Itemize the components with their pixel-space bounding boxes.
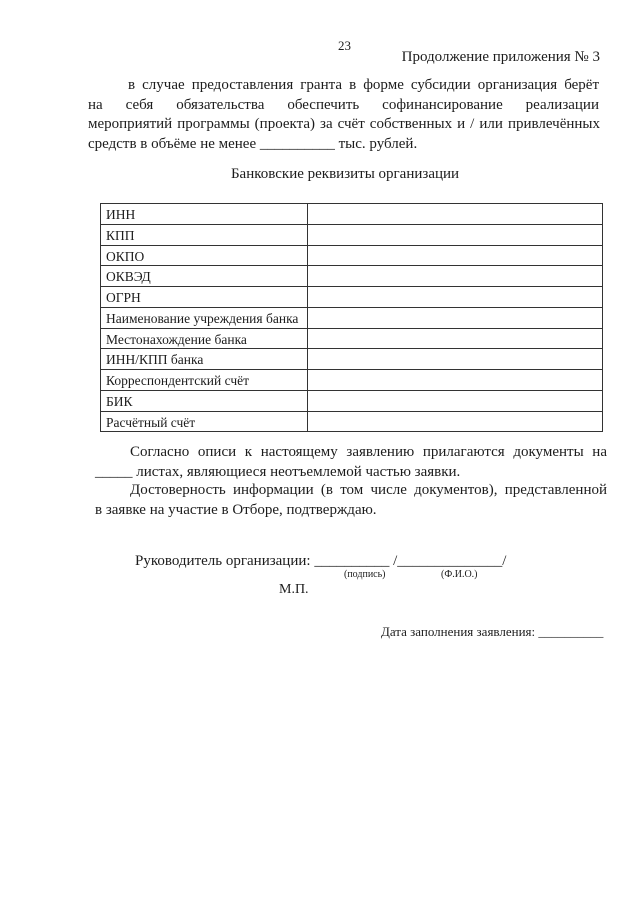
bank-detail-value xyxy=(308,204,603,224)
table-row xyxy=(101,370,603,391)
bank-detail-value xyxy=(308,225,603,245)
table-row xyxy=(101,391,603,412)
paragraph-line: Достоверность информации (в том числе документов), представленной xyxy=(130,482,607,498)
table-row xyxy=(101,329,603,350)
bank-detail-label: Корреспондентский счёт xyxy=(101,370,308,390)
table-row xyxy=(101,349,603,370)
bank-detail-label: Местонахождение банка xyxy=(101,329,308,349)
table-row xyxy=(101,287,603,308)
paragraph-line: средств в объёме не менее __________ тыс. рублей. xyxy=(88,136,418,152)
bank-details-title: Банковские реквизиты организации xyxy=(230,166,460,182)
paragraph-line: в случае предоставления гранта в форме субсидии организация берёт xyxy=(128,77,599,93)
bank-detail-label: Расчётный счёт xyxy=(101,412,308,432)
appendix-note: Продолжение приложения № 3 xyxy=(401,49,600,65)
bank-detail-label: Наименование учреждения банка xyxy=(101,308,308,328)
signature-caption: (подпись) xyxy=(344,569,386,580)
paragraph-line: мероприятий программы (проекта) за счёт собственных и / или привлечённых xyxy=(88,116,600,132)
table-row xyxy=(101,308,603,329)
paragraph-line: Согласно описи к настоящему заявлению прилагаются документы на xyxy=(130,444,607,460)
bank-detail-value xyxy=(308,412,603,432)
page-number: 23 xyxy=(338,38,351,53)
bank-detail-value xyxy=(308,308,603,328)
bank-detail-label: ОКВЭД xyxy=(101,266,308,286)
table-row xyxy=(101,246,603,267)
bank-detail-label: ОГРН xyxy=(101,287,308,307)
fill-date-label: Дата заполнения заявления: xyxy=(381,624,536,639)
bank-detail-label: БИК xyxy=(101,391,308,411)
fill-date-blank: __________ xyxy=(538,624,604,639)
bank-detail-value xyxy=(308,246,603,266)
stamp-mark: М.П. xyxy=(279,582,309,597)
table-row xyxy=(101,266,603,287)
bank-detail-label: КПП xyxy=(101,225,308,245)
signature-blank: __________ xyxy=(314,553,390,569)
bank-detail-value xyxy=(308,329,603,349)
bank-detail-label: ОКПО xyxy=(101,246,308,266)
bank-detail-label: ИНН/КПП банка xyxy=(101,349,308,369)
bank-detail-value xyxy=(308,349,603,369)
bank-details-table xyxy=(100,203,603,432)
table-row xyxy=(101,204,603,225)
name-caption: (Ф.И.О.) xyxy=(441,569,478,580)
bank-detail-value xyxy=(308,287,603,307)
table-row xyxy=(101,225,603,246)
bank-detail-label: ИНН xyxy=(101,204,308,224)
name-blank: /______________/ xyxy=(393,553,507,569)
signature-label: Руководитель организации: xyxy=(135,553,311,569)
table-row xyxy=(101,412,603,433)
paragraph-line: _____ листах, являющиеся неотъемлемой частью заявки. xyxy=(95,464,461,480)
paragraph-line: в заявке на участие в Отборе, подтверждаю. xyxy=(95,502,377,518)
fill-date-line xyxy=(381,624,603,640)
signature-line xyxy=(135,552,506,570)
bank-detail-value xyxy=(308,391,603,411)
bank-detail-value xyxy=(308,266,603,286)
paragraph-line: на себя обязательства обеспечить софинансирование реализации xyxy=(88,97,599,113)
bank-detail-value xyxy=(308,370,603,390)
